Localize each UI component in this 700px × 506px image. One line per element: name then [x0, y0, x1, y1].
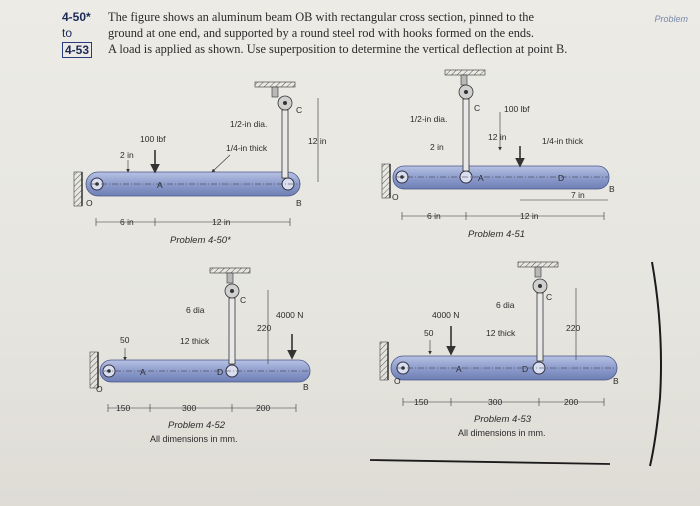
beam-thickness-label: 1/4-in thick — [226, 143, 268, 153]
label-a: A — [157, 180, 163, 190]
beam-thickness-label: 12 thick — [180, 336, 210, 346]
steel-rod — [537, 293, 543, 361]
dim-200: 200 — [256, 403, 271, 413]
rod-diameter-label: 6 dia — [186, 305, 205, 315]
rod-length-label: 220 — [566, 323, 581, 333]
label-o: O — [392, 192, 399, 202]
beam-thickness-label: 12 thick — [486, 328, 516, 338]
label-o: O — [86, 198, 93, 208]
top-support — [255, 82, 295, 87]
dimension-note: All dimensions in mm. — [458, 428, 546, 438]
figure-4-52 — [90, 268, 310, 444]
load-label: 4000 N — [276, 310, 304, 320]
label-o: O — [394, 376, 401, 386]
margin-label: Problem — [654, 14, 688, 24]
label-b: B — [613, 376, 619, 386]
dim-12in: 12 in — [212, 217, 231, 227]
dim-200: 200 — [564, 397, 579, 407]
caption-4-52: Problem 4-52 — [168, 420, 226, 431]
top-support — [445, 70, 485, 75]
dim-150: 150 — [414, 397, 429, 407]
caption-4-50: Problem 4-50* — [170, 235, 231, 246]
steel-rod — [229, 298, 235, 364]
rod-diameter-label: 6 dia — [496, 300, 515, 310]
rod-length-label: 220 — [257, 323, 272, 333]
dim-300: 300 — [488, 397, 503, 407]
steel-rod — [463, 99, 469, 171]
figure-4-53 — [380, 262, 619, 438]
dim-7in: 7 in — [571, 190, 585, 200]
dim-50: 50 — [120, 335, 130, 345]
ground-support — [90, 352, 98, 388]
ground-support — [380, 342, 388, 380]
statement-line-1: The figure shows an aluminum beam OB with rectangular cross section, pinned to the — [108, 10, 534, 24]
dim-2in: 2 in — [120, 150, 134, 160]
figure-4-50 — [74, 82, 327, 246]
problem-number-end: 4-53 — [62, 42, 92, 58]
label-d: D — [522, 364, 529, 374]
dim-50: 50 — [424, 328, 434, 338]
label-d: D — [558, 173, 565, 183]
label-d: D — [217, 367, 224, 377]
steel-rod — [282, 110, 288, 178]
label-c: C — [474, 103, 481, 113]
beam-ob — [393, 166, 609, 189]
dim-300: 300 — [182, 403, 197, 413]
figure-4-51 — [382, 70, 615, 240]
load-label: 4000 N — [432, 310, 460, 320]
label-c: C — [546, 292, 553, 302]
rod-diameter-label: 1/2-in dia. — [230, 119, 268, 129]
label-b: B — [296, 198, 302, 208]
label-c: C — [296, 105, 303, 115]
caption-4-53: Problem 4-53 — [474, 414, 532, 425]
load-label: 100 lbf — [140, 134, 166, 144]
dim-6in: 6 in — [427, 211, 441, 221]
statement-line-3: A load is applied as shown. Use superposition to determine the vertical deflection at point B. — [108, 42, 568, 56]
problem-number-start: 4-50* — [62, 10, 91, 24]
rod-length-label: 12 in — [488, 132, 507, 142]
label-b: B — [609, 184, 615, 194]
statement-line-2: ground at one end, and supported by a round steel rod with hooks formed on the ends. — [108, 26, 535, 40]
label-b: B — [303, 382, 309, 392]
dimension-note: All dimensions in mm. — [150, 434, 238, 444]
pen-underline — [370, 460, 610, 464]
beam-thickness-label: 1/4-in thick — [542, 136, 584, 146]
dim-2in: 2 in — [430, 142, 444, 152]
label-a: A — [456, 364, 462, 374]
label-a: A — [478, 173, 484, 183]
ground-support — [74, 172, 82, 206]
problem-range-to: to — [62, 26, 73, 40]
label-a: A — [140, 367, 146, 377]
rod-diameter-label: 1/2-in dia. — [410, 114, 448, 124]
label-c: C — [240, 295, 247, 305]
rod-length-label: 12 in — [308, 136, 327, 146]
top-support — [210, 268, 250, 273]
ground-support — [382, 164, 390, 198]
load-label: 100 lbf — [504, 104, 530, 114]
pen-mark-right — [650, 262, 661, 466]
caption-4-51: Problem 4-51 — [468, 229, 526, 240]
label-o: O — [96, 384, 103, 394]
top-support — [518, 262, 558, 267]
dim-150: 150 — [116, 403, 131, 413]
dim-6in: 6 in — [120, 217, 134, 227]
dim-12in: 12 in — [520, 211, 539, 221]
